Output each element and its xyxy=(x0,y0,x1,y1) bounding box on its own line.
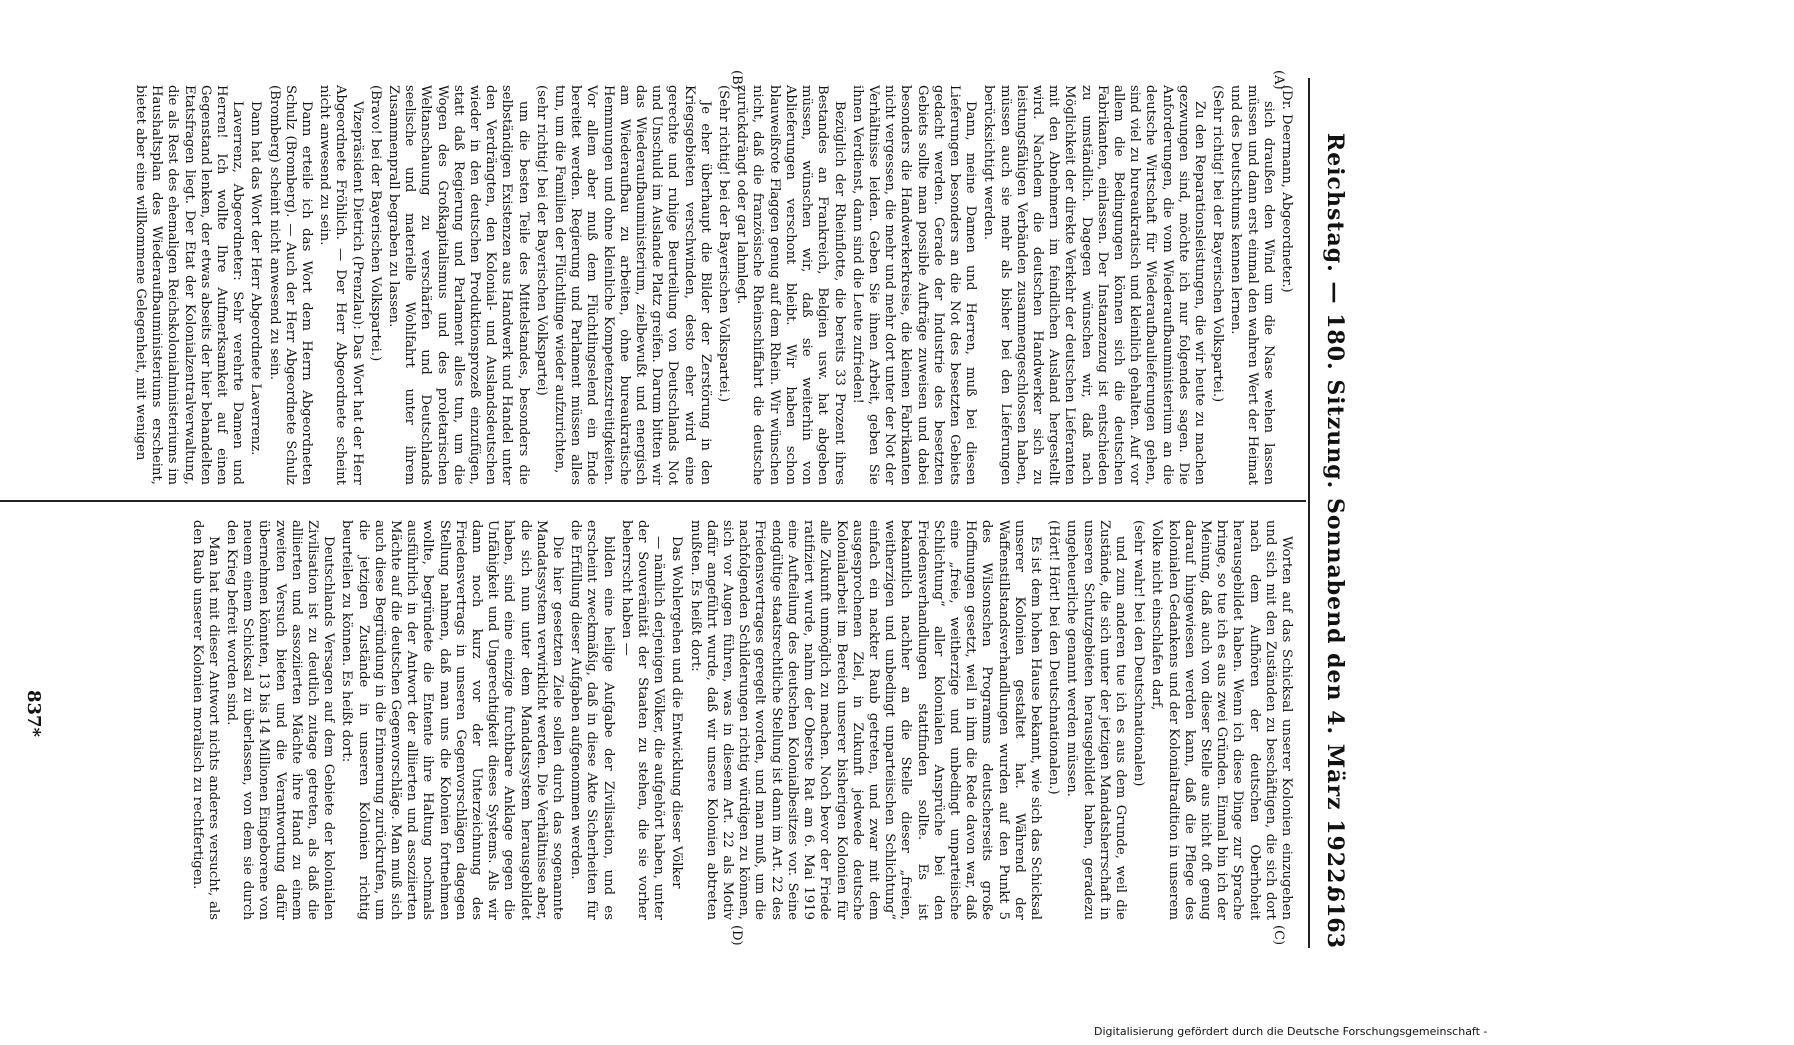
margin-marker-c: (C) xyxy=(1271,925,1286,946)
paragraph: Laverrenz, Abgeordneter: Sehr verehrte Damen und Herren! Ich wollte Ihre Aufmerksamkeit auf einen Gegenstand lenken, der etwas abseits der hier behandelten Etatsfragen liegt. Der Etat der Kolonialzentralverwaltung, die als Rest des ehemaligen Reichskolonialministeriums im Haushaltsplan des Wiederaufbauministeriums erscheint, bietet aber eine willkommene Gelegenheit, mit wenigen xyxy=(132,85,246,485)
paragraph: Vizepräsident Dietrich (Prenzlau): Das Wort hat der Herr Abgeordnete Fröhlich. — Der Herr Abgeordnete scheint nicht anwesend zu sein. xyxy=(317,85,365,485)
margin-marker-a: (A) xyxy=(1271,70,1286,90)
paragraph: bilden eine heilige Aufgabe der Zivilisation, und es erscheint zweckmäßig, daß in diese Akte Sicherheiten für die Erfüllung dieser Aufgaben aufgenommen werden. xyxy=(568,520,616,920)
paragraph: (Sehr richtig! bei der Bayerischen Volkspartei.) xyxy=(716,85,732,403)
page-number: 6163 xyxy=(1322,886,1348,948)
paragraph: (Dr. Deermann, Abgeordneter.) xyxy=(1279,85,1294,293)
paragraph: Worten auf das Schicksal unserer Kolonien einzugehen und sich mit den Zuständen zu beschäftigen, die sich dort nach dem Aufhören der deutschen Oberhoheit herausgebildet haben. Wenn ich diese Dinge zur Sprache bringe, so tue ich es aus zwei Gründen. Einmal bin ich der Meinung, daß auch von dieser Stelle aus nicht oft genug darauf hingewiesen werden kann, daß die Pflege des kolonialen Gedankens und der Kolonialtradition in unserem Volke nicht einschlafen darf, xyxy=(1149,520,1294,920)
paragraph: (sehr richtig! bei der Bayerischen Volkspartei) xyxy=(533,85,549,396)
header-rule xyxy=(1308,78,1310,948)
margin-marker-d: (D) xyxy=(729,925,744,946)
left-column xyxy=(64,85,1294,485)
paragraph: Deutschlands Versagen auf dem Gebiete der kolonialen Zivilisation ist zu deutlich zutage getreten, als daß die alliierten und assoziierten Mächte ihre Hand zu einem zweiten Versuch bieten und die Verantwortung dafür übernehmen könnten, 13 bis 14 Millionen Eingeborene von neuem einem Schicksal zu überlassen, von dem sie durch den Krieg befreit worden sind. xyxy=(224,520,337,920)
paragraph: (Hört! Hört! bei den Deutschnationalen.) xyxy=(1046,520,1062,795)
paragraph: — nämlich derjenigen Völker, die aufgehört haben, unter der Souveränität der Staaten zu stehen, die sie vorher beherrscht haben — xyxy=(618,520,667,920)
paragraph: Das Wohlergehen und die Entwicklung dieser Völker xyxy=(669,536,685,889)
paragraph: Es ist dem hohen Hause bekannt, wie sich das Schicksal unserer Kolonien gestaltet hat. Während der Waffenstillstandsverhandlungen wurden auf den Punkt 5 des Wilsonschen Programms deutscherseits große Hoffnungen gesetzt, weil in ihm die Rede davon war, daß eine „freie, weitherzige und unbedingt unparteiische Schlichtung“ aller kolonialen Ansprüche bei den Friedensverhandlungen stattfinden sollte. Es ist bekanntlich nachher an die Stelle dieser „freien, weitherzigen und unbedingt unparteiischen Schlichtung“ einfach ein nackter Raub getreten, und zwar mit dem ausgesprochenen Ziel, in Zukunft jedwede deutsche Kolonialarbeit im Bereich unserer bisherigen Kolonien für alle Zukunft unmöglich zu machen. Noch bevor der Friede ratifiziert wurde, nahm der Oberste Rat am 6. Mai 1919 eine Aufteilung des deutschen Kolonialbesitzes vor. Seine endgültige staatsrechtliche Stellung ist dann im Art. 22 des Friedensvertrages geregelt worden, und man muß, um die nachfolgenden Schilderungen richtig würdigen zu können, sich vor Augen führen, was in diesem Art. 22 als Motiv dafür angeführt wurde, daß wir unsere Kolonien abtreten mußten. Es heißt dort: xyxy=(687,520,1043,920)
paragraph: sich draußen den Wind um die Nase wehen lassen müssen und dann erst einmal den wahren Wert der Heimat und des Deutschtums kennen lernen. xyxy=(1228,85,1276,485)
page-header xyxy=(1314,78,1348,948)
paragraph: (sehr wahr! bei den Deutschnationalen) xyxy=(1131,520,1147,787)
paragraph: Dann, meine Damen und Herren, muß bei diesen Lieferungen besonders an die Not des besetzten Gebiets gedacht werden. Gerade der Industrie des besetzten Gebiets sollte man possible Aufträge zuweisen und dabei besonders die Handwerkerkreise, die kleinen Fabrikanten nicht vergessen, die mehr und mehr dort unter der Not der Verhältnisse leiden. Geben Sie ihnen Arbeit, geben Sie ihnen Verdienst, dann sind die Leute zufrieden! xyxy=(849,85,979,485)
paragraph: Zu den Reparationsleistungen, die wir heute zu machen gezwungen sind, möchte ich nur folgendes sagen. Die Anforderungen, die vom Wiederaufbauministerium an die deutsche Wirtschaft für Wiederaufbaulieferungen gehen, sind viel zu bureaukratisch und kleinlich gehalten. Auf vor allem die Bedingungen können sich die deutschen Fabrikanten, einlassen. Der Instanzenzug ist entschieden zu umständlich. Dagegen wünschen wir, daß nach Möglichkeit der direkte Verkehr der deutschen Lieferanten mit den Abnehmern im feindlichen Ausland hergestellt wird. Nachdem die deutschen Handwerker sich zu leistungsfähigen Verbänden zusammengeschlossen haben, müssen auch sie mehr als bisher bei den Lieferungen berücksichtigt werden. xyxy=(981,85,1207,485)
paragraph: um die besten Teile des Mittelstandes, besonders die selbständigen Existenzen aus Handwerk und Handel unter den Verdrängten, den Kolonial- und Auslandsdeutschen wieder in den deutschen Produktionsprozeß einzufügen, statt daß Regierung und Parlament alles tun, um die Wogen des Großkapitalismus und des proletarischen Weltanschauung zu verschärfen und Deutschlands seelische und materielle Wohlfahrt unter ihrem Zusammenprall begraben zu lassen. xyxy=(386,85,531,485)
header-title: Reichstag. — 180. Sitzung. Sonnabend den 4. März 1922. xyxy=(1322,132,1348,894)
paragraph: und zum anderen tue ich es aus dem Grunde, weil die Zustände, die sich unter der jetzigen Mandatsherrschaft in unseren Schutzgebieten herausgebildet haben, geradezu ungeheuerliche genannt werden müssen. xyxy=(1064,520,1128,920)
side-note xyxy=(94,1005,1488,1045)
paragraph: Die hier gesetzten Ziele sollen durch das sogenannte Mandatssystem verwirklicht werden. Die Verhältnisse aber, die sich nun unter dem Mandatssystem herausgebildet haben, sind eine einzige furchtbare Anklage gegen die Unfähigkeit und Ungerechtigkeit dieses Systems. Als wir dann noch kurz vor der Unterzeichnung des Friedensvertrags in unseren Gegenvorschlägen dagegen Stellung nahmen, daß man uns die Kolonien fortnehmen wollte, begründete die Entente ihre Haltung nochmals ausführlich in der Antwort der alliierten und assoziierten Mächte auf die deutschen Gegenvorschläge. Man muß sich auch diese Begründung in die Erinnerung zurückrufen, um die jetzigen Zustände in unseren Kolonien richtig beurteilen zu können. Es heißt dort: xyxy=(339,520,566,920)
paragraph: Dann hat das Wort der Herr Abgeordnete Laverrenz. xyxy=(248,101,264,456)
paragraph: (Bravo! bei der Bayerischen Volkspartei.) xyxy=(367,85,383,362)
paragraph: Je eher überhaupt die Bilder der Zerstörung in den Kriegsgebieten verschwinden, desto eher wird eine gerechte und ruhige Beurteilung von Deutschlands Not und Unschuld im Auslande Platz greifen. Darum bitten wir das Wiederaufbauministerium, zielbewußt und energisch am Wiederaufbau zu arbeiten, ohne bureaukratische Hemmungen und ohne kleinliche Kompetenzstreitigkeiten. Vor allem aber muß dem Flüchtlingselend ein Ende bereitet werden. Regierung und Parlament müssen alles tun, um die Familien der Flüchtlinge wieder aufzurichten, xyxy=(552,85,713,485)
margin-marker-b: (B) xyxy=(729,70,744,90)
column-divider xyxy=(0,500,1306,502)
side-note-text: Digitalisierung gefördert durch die Deutsche Forschungsgemeinschaft - xyxy=(1094,1025,1488,1038)
paragraph: Dann erteile ich das Wort dem Herrn Abgeordneten Schulz (Bromberg). — Auch der Herr Abgeordnete Schulz (Bromberg) scheint nicht anwesend zu sein. xyxy=(266,85,315,485)
paragraph: Bezüglich der Rheinflotte, die bereits 33 Prozent ihres Bestandes an Frankreich, Belgien usw. hat abgeben müssen, wünschen wir, daß sie weiterhin von Ablieferungen verschont bleibt. Wir haben schon blauweißrote Flaggen genug auf dem Rhein. Wir wünschen nicht, daß die französische Rheinschiffahrt die deutsche zurückdrängt oder gar lahmlegt. xyxy=(734,85,847,485)
footer-number: 837* xyxy=(23,690,44,737)
paragraph: (Sehr richtig! bei der Bayerischen Volkspartei.) xyxy=(1210,85,1226,403)
right-column xyxy=(64,520,1294,920)
paragraph: Man hat mit dieser Antwort nichts anderes versucht, als den Raub unserer Kolonien moralisch zu rechtfertigen. xyxy=(189,520,221,920)
